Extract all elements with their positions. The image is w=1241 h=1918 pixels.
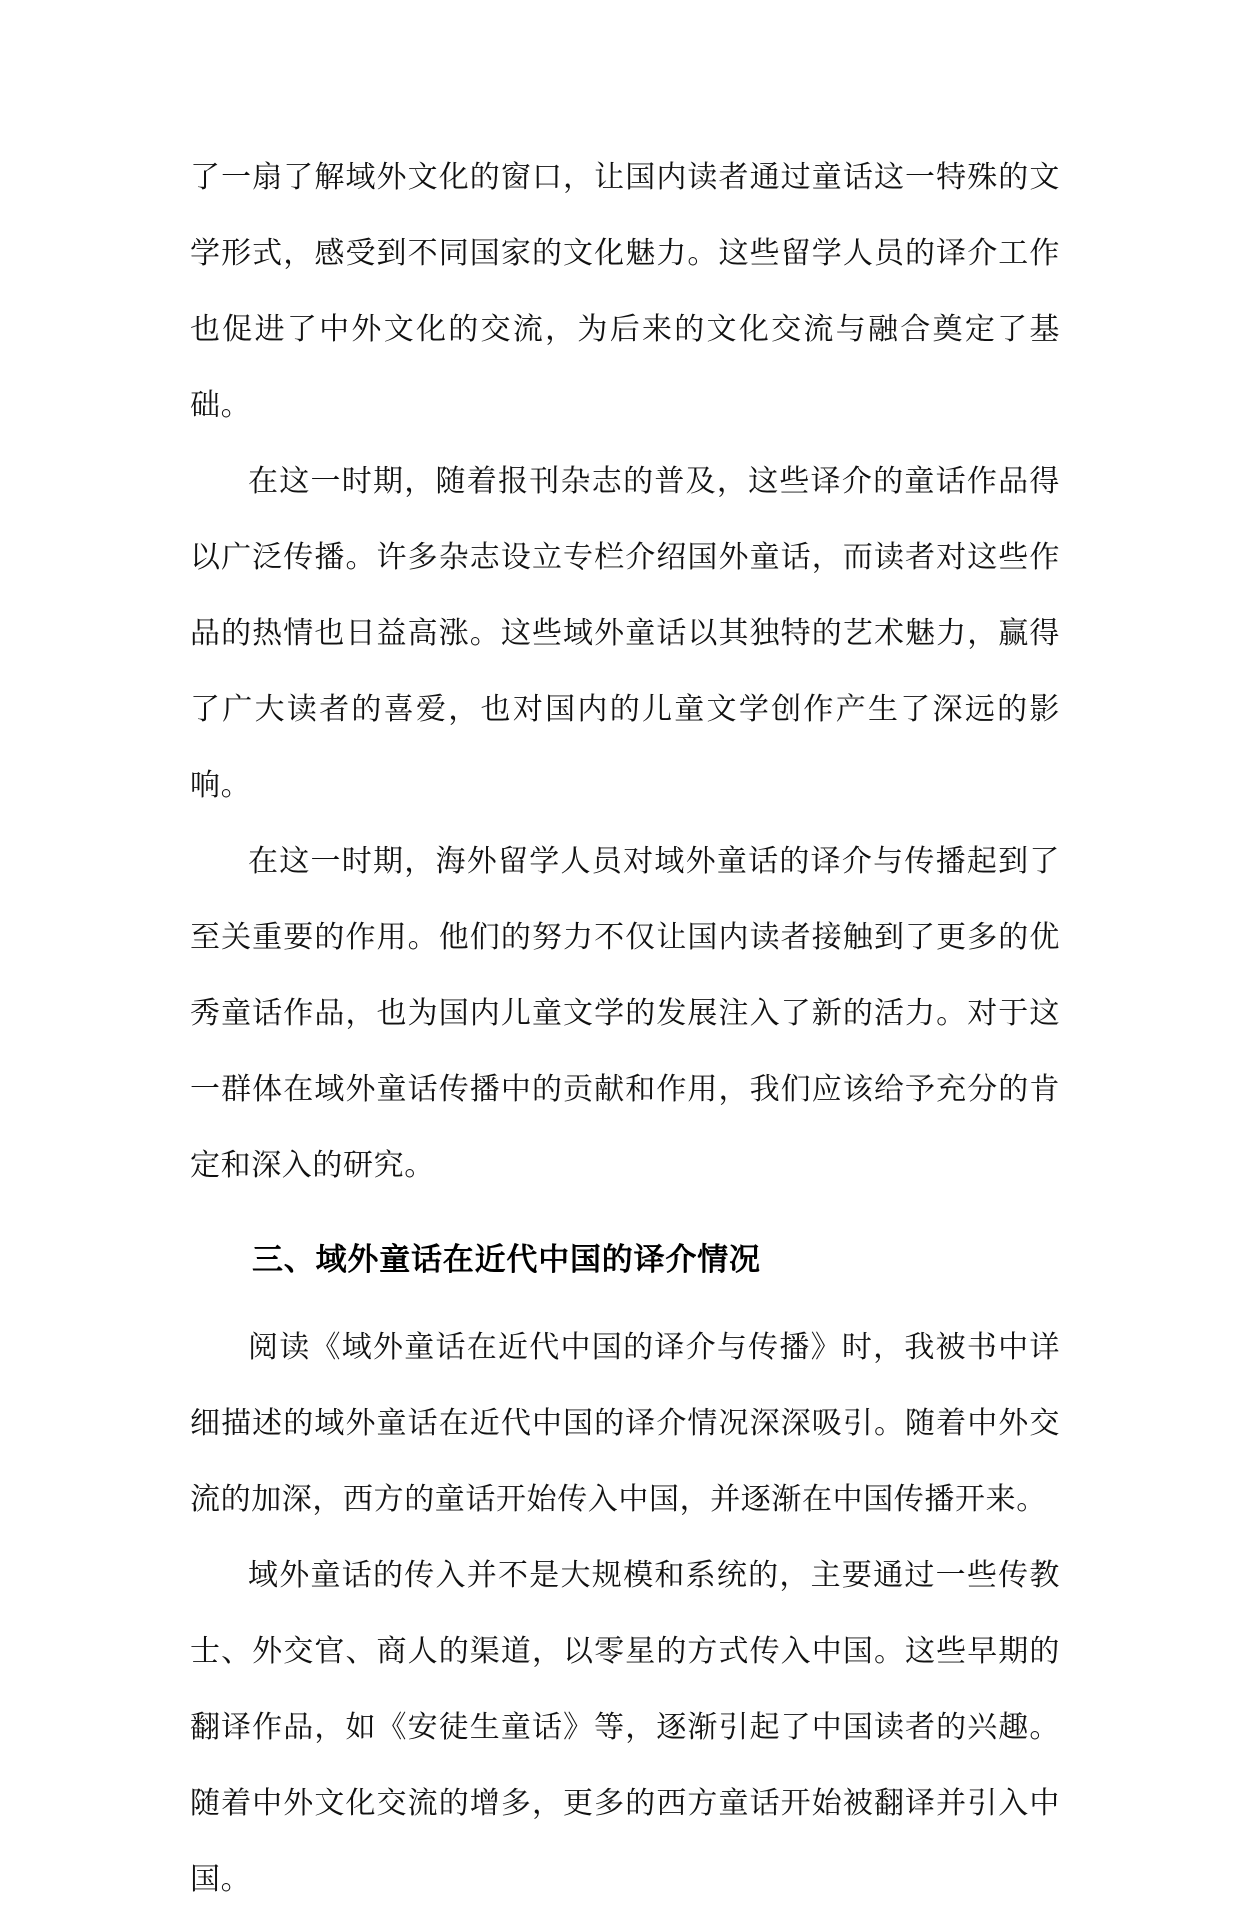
paragraph-5: 域外童话的传入并不是大规模和系统的，主要通过一些传教士、外交官、商人的渠道，以零星的方式传入中国。这些早期的翻译作品，如《安徒生童话》等，逐渐引起了中国读者的兴趣。随着中外文化交流的增多，更多的西方童话开始被翻译并引入中国。 <box>190 1558 1060 1897</box>
document-body <box>190 140 1060 1918</box>
paragraph-1: 了一扇了解域外文化的窗口，让国内读者通过童话这一特殊的文学形式，感受到不同国家的文化魅力。这些留学人员的译介工作也促进了中外文化的交流，为后来的文化交流与融合奠定了基础。 <box>190 160 1060 423</box>
paragraph-4: 阅读《域外童话在近代中国的译介与传播》时，我被书中详细描述的域外童话在近代中国的译介情况深深吸引。随着中外交流的加深，西方的童话开始传入中国，并逐渐在中国传播开来。 <box>190 1330 1060 1517</box>
paragraph-3: 在这一时期，海外留学人员对域外童话的译介与传播起到了至关重要的作用。他们的努力不仅让国内读者接触到了更多的优秀童话作品，也为国内儿童文学的发展注入了新的活力。对于这一群体在域外童话传播中的贡献和作用，我们应该给予充分的肯定和深入的研究。 <box>190 844 1060 1183</box>
section-heading: 三、域外童话在近代中国的译介情况 <box>252 1242 761 1278</box>
paragraph-2: 在这一时期，随着报刊杂志的普及，这些译介的童话作品得以广泛传播。许多杂志设立专栏介绍国外童话，而读者对这些作品的热情也日益高涨。这些域外童话以其独特的艺术魅力，赢得了广大读者的喜爱，也对国内的儿童文学创作产生了深远的影响。 <box>190 464 1060 803</box>
